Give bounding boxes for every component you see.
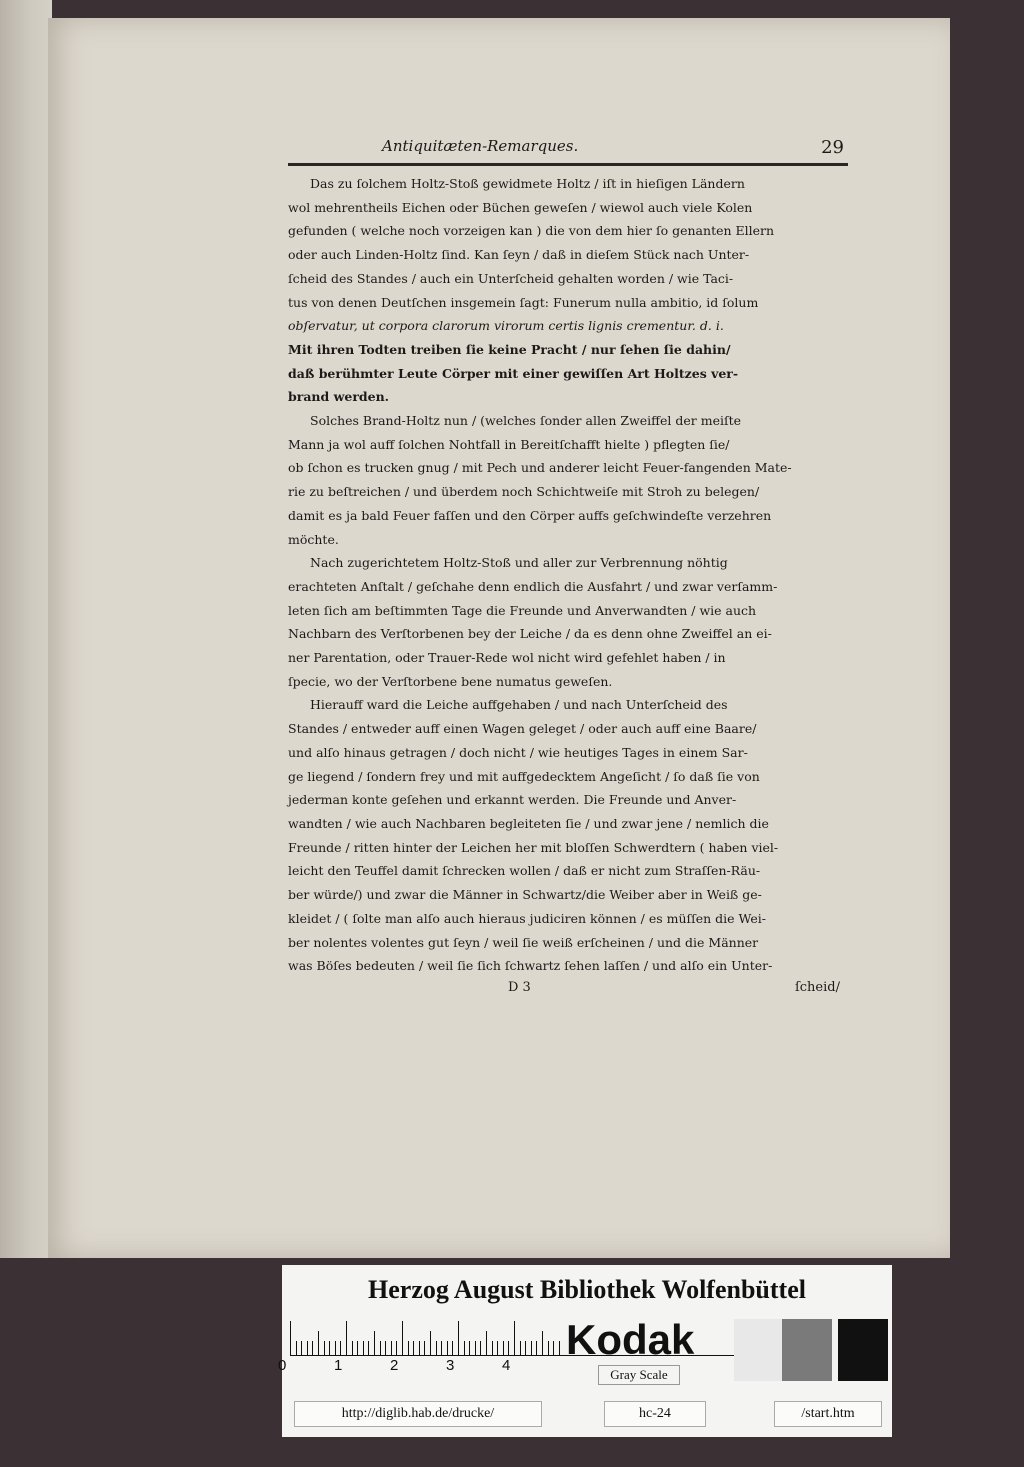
page-number: 29 — [821, 137, 844, 158]
ruler-tick — [363, 1341, 364, 1355]
text-line: Mit ihren Todten treiben ſie keine Pracht / nur ſehen ſie dahin/ — [288, 341, 731, 357]
text-line: gefunden ( welche noch vorzeigen kan ) die von dem hier ſo genanten Ellern — [288, 223, 775, 239]
ruler-tick — [531, 1341, 532, 1355]
color-scale-card — [278, 1265, 892, 1437]
ruler-tick — [340, 1341, 341, 1355]
running-title: Antiquitæten-Remarques. — [382, 137, 579, 155]
ruler-tick — [452, 1341, 453, 1355]
gray-swatch-mid — [782, 1319, 832, 1381]
text-line: Mann ja wol auff ſolchen Nohtfall in Bereitſchafft hielte ) pflegten ſie/ — [288, 436, 730, 452]
shelfmark: hc-24 — [604, 1401, 706, 1427]
ruler-tick — [352, 1341, 353, 1355]
ruler-tick — [492, 1341, 493, 1355]
gray-swatch-dark — [838, 1319, 888, 1381]
text-line: ber würde/) und zwar die Männer in Schwartz/die Weiber aber in Weiß ge- — [288, 887, 762, 903]
header-rule — [288, 163, 848, 166]
ruler-tick — [408, 1341, 409, 1355]
ruler-tick — [553, 1341, 554, 1355]
start-page: /start.htm — [774, 1401, 882, 1427]
gray-scale-label: Gray Scale — [598, 1365, 680, 1385]
ruler-tick — [318, 1331, 319, 1355]
text-line: jederman konte geſehen und erkannt werden. Die Freunde und Anver- — [288, 792, 737, 808]
ruler-number: 4 — [502, 1357, 511, 1374]
page-footer — [288, 978, 848, 1002]
ruler-tick — [335, 1341, 336, 1355]
text-line: Das zu ſolchem Holtz-Stoß gewidmete Holtz / iſt in hieſigen Ländern — [310, 176, 745, 191]
ruler-tick — [514, 1321, 515, 1355]
text-line: ſcheid des Standes / auch ein Unterſcheid gehalten worden / wie Taci- — [288, 270, 734, 286]
previous-page-edge — [0, 0, 52, 1258]
ruler-tick — [525, 1341, 526, 1355]
ruler-tick — [374, 1331, 375, 1355]
ruler-tick — [542, 1331, 543, 1355]
text-line: ob ſchon es trucken gnug / mit Pech und anderer leicht Feuer-fangenden Mate- — [288, 460, 792, 476]
text-line: Nach zugerichtetem Holtz-Stoß und aller zur Verbrennung nöhtig — [310, 555, 728, 571]
ruler-tick — [402, 1321, 403, 1355]
ruler-tick — [296, 1341, 297, 1355]
running-head — [288, 131, 848, 161]
ruler-tick — [307, 1341, 308, 1355]
ruler-tick — [441, 1341, 442, 1355]
ruler-tick — [419, 1341, 420, 1355]
text-line: ber nolentes volentes gut ſeyn / weil ſie weiß erſcheinen / und die Männer — [288, 934, 759, 950]
ruler-tick — [413, 1341, 414, 1355]
ruler-tick — [385, 1341, 386, 1355]
ruler-tick — [290, 1321, 291, 1355]
ruler-tick — [475, 1341, 476, 1355]
body-text — [288, 172, 848, 978]
text-line: Solches Brand-Holtz nun / (welches ſonder allen Zweiffel der meiſte — [310, 413, 742, 429]
ruler-tick — [301, 1341, 302, 1355]
text-line: wol mehrentheils Eichen oder Büchen geweſen / wiewol auch viele Kolen — [288, 199, 753, 215]
text-line: leicht den Teuffel damit ſchrecken wollen / daß er nicht zum Straſſen-Räu- — [288, 863, 761, 879]
text-line: ner Parentation, oder Trauer-Rede wol nicht wird gefehlet haben / in — [288, 650, 726, 666]
ruler-tick — [430, 1331, 431, 1355]
ruler-tick — [324, 1341, 325, 1355]
text-line: obſervatur, ut corpora clarorum virorum certis lignis crementur. d. i. — [288, 318, 724, 334]
ruler-tick — [380, 1341, 381, 1355]
text-line: brand werden. — [288, 389, 390, 405]
text-line: ſpecie, wo der Verſtorbene bene numatus geweſen. — [288, 673, 613, 689]
ruler-tick — [520, 1341, 521, 1355]
text-line: erachteten Anſtalt / geſchahe denn endlich die Ausfahrt / und zwar verſamm- — [288, 578, 778, 594]
text-line: kleidet / ( ſolte man alſo auch hieraus judiciren können / es müſſen die Wei- — [288, 910, 766, 926]
ruler-tick — [396, 1341, 397, 1355]
ruler-tick — [312, 1341, 313, 1355]
text-line: daß berühmter Leute Cörper mit einer gewiſſen Art Holtzes ver- — [288, 365, 739, 381]
ruler-tick — [424, 1341, 425, 1355]
ruler-tick — [469, 1341, 470, 1355]
text-line: Standes / entweder auff einen Wagen geleget / oder auch auff eine Baare/ — [288, 721, 757, 737]
gray-swatch-light — [734, 1319, 782, 1381]
ruler-tick — [548, 1341, 549, 1355]
text-line: leten ſich am beſtimmten Tage die Freunde und Anverwandten / wie auch — [288, 602, 757, 618]
kodak-logo: Kodak — [566, 1316, 695, 1363]
ruler-tick — [464, 1341, 465, 1355]
ruler-tick — [436, 1341, 437, 1355]
text-line: und alſo hinaus getragen / doch nicht / wie heutiges Tages in einem Sar- — [288, 744, 748, 760]
text-line: tus von denen Deutſchen insgemein ſagt: Funerum nulla ambitio, id ſolum — [288, 294, 759, 310]
ruler-tick — [480, 1341, 481, 1355]
text-line: damit es ja bald Feuer faſſen und den Cörper auffs geſchwindeſte verzehren — [288, 507, 772, 523]
ruler-tick — [447, 1341, 448, 1355]
source-url: http://diglib.hab.de/drucke/ — [294, 1401, 542, 1427]
ruler-tick — [368, 1341, 369, 1355]
text-line: wandten / wie auch Nachbaren begleiteten ſie / und zwar jene / nemlich die — [288, 815, 769, 831]
ruler-tick — [329, 1341, 330, 1355]
ruler-tick — [503, 1341, 504, 1355]
ruler-tick — [391, 1341, 392, 1355]
ruler-tick — [536, 1341, 537, 1355]
ruler-number: 0 — [278, 1357, 287, 1374]
text-line: möchte. — [288, 531, 339, 547]
ruler-tick — [346, 1321, 347, 1355]
text-line: was Böſes bedeuten / weil ſie ſich ſchwartz ſehen laſſen / und alſo ein Unter- — [288, 958, 773, 974]
ruler-tick — [497, 1341, 498, 1355]
ruler-tick — [486, 1331, 487, 1355]
ruler-number: 3 — [446, 1357, 455, 1374]
page-content — [288, 131, 848, 1002]
ruler-number: 1 — [334, 1357, 343, 1374]
text-line: rie zu beſtreichen / und überdem noch Schichtweiſe mit Stroh zu belegen/ — [288, 484, 760, 500]
text-line: Freunde / ritten hinter der Leichen her mit bloſſen Schwerdtern ( haben viel- — [288, 839, 779, 855]
library-name: Herzog August Bibliothek Wolfenbüttel — [368, 1275, 806, 1304]
text-line: oder auch Linden-Holtz ſind. Kan ſeyn / daß in dieſem Stück nach Unter- — [288, 247, 750, 263]
text-line: ge liegend / ſondern frey und mit auffgedecktem Angeſicht / ſo daß ſie von — [288, 768, 760, 784]
ruler-number: 2 — [390, 1357, 399, 1374]
ruler-tick — [458, 1321, 459, 1355]
ruler-tick — [559, 1341, 560, 1355]
ruler-tick — [357, 1341, 358, 1355]
ruler-tick — [508, 1341, 509, 1355]
signature-mark: D 3 — [508, 979, 531, 995]
text-line: Nachbarn des Verſtorbenen bey der Leiche / da es denn ohne Zweiffel an ei- — [288, 626, 772, 642]
text-line: Hierauff ward die Leiche auffgehaben / und nach Unterſcheid des — [310, 697, 728, 713]
book-page — [48, 18, 950, 1258]
catchword: ſcheid/ — [794, 979, 840, 995]
